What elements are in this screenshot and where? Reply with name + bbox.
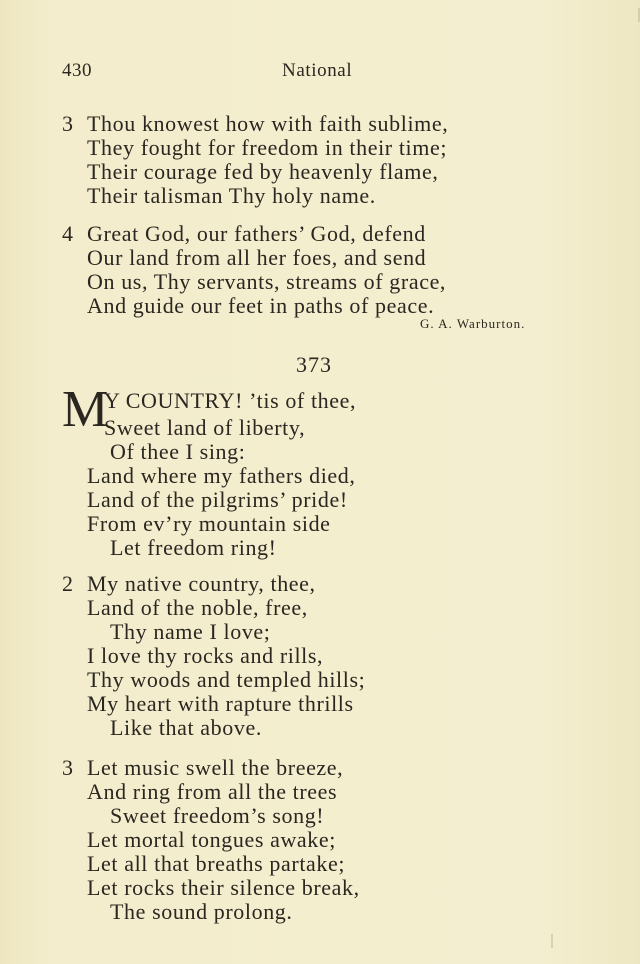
page-number: 430 — [62, 60, 92, 81]
verse-line-text: Land where my fathers died, — [87, 463, 356, 488]
verse-line-text: My heart with rapture thrills — [87, 691, 354, 716]
stanza-number: 2 — [62, 571, 74, 596]
verse-line-text: Our land from all her foes, and send — [87, 245, 427, 270]
verse-line-text: I love thy rocks and rills, — [87, 643, 324, 668]
verse-line-text: And guide our feet in paths of peace. — [87, 293, 435, 318]
verse-line-text: They fought for freedom in their time; — [87, 135, 448, 160]
verse-line-text: The sound prolong. — [110, 899, 293, 924]
verse-line-text: On us, Thy servants, streams of grace, — [87, 269, 447, 294]
verse-line-text: Thy name I love; — [110, 619, 271, 644]
verse-line-text: Let music swell the breeze, — [87, 755, 344, 780]
verse-line-text: Thy woods and templed hills; — [87, 667, 366, 692]
stanza-number: 3 — [62, 755, 74, 780]
verse-line-text: My native country, thee, — [87, 571, 316, 596]
stanza-number: 4 — [62, 221, 74, 246]
verse-line-text: From ev’ry mountain side — [87, 511, 331, 536]
verse-line-text: Land of the noble, free, — [87, 595, 308, 620]
verse-line-text: Sweet freedom’s song! — [110, 803, 325, 828]
verse-line-text: And ring from all the trees — [87, 779, 338, 804]
author-attribution: G. A. Warburton. — [420, 316, 526, 331]
verse-line-text: Thou knowest how with faith sublime, — [87, 111, 449, 136]
verse-line-text: Let mortal tongues awake; — [87, 827, 336, 852]
verse-line-text: Like that above. — [110, 715, 262, 740]
verse-line-text: Let all that breaths partake; — [87, 851, 346, 876]
first-line: Y COUNTRY! ’tis of thee, — [104, 388, 357, 413]
section-title: National — [282, 60, 353, 81]
verse-line-text: Land of the pilgrims’ pride! — [87, 487, 348, 512]
hymn-number: 373 — [296, 352, 332, 377]
verse-line-text: Their talisman Thy holy name. — [87, 183, 376, 208]
verse-line-text: Their courage fed by heavenly flame, — [87, 159, 439, 184]
stanza-number: 3 — [62, 111, 74, 136]
drop-cap: M — [62, 381, 109, 438]
verse-line-text: Sweet land of liberty, — [104, 415, 306, 440]
verse-line-text: Let rocks their silence break, — [87, 875, 360, 900]
verse-line-text: Great God, our fathers’ God, defend — [87, 221, 426, 246]
paper-speck — [551, 934, 553, 948]
verse-line-text: Of thee I sing: — [110, 439, 246, 464]
verse-line-text: Let freedom ring! — [110, 535, 277, 560]
